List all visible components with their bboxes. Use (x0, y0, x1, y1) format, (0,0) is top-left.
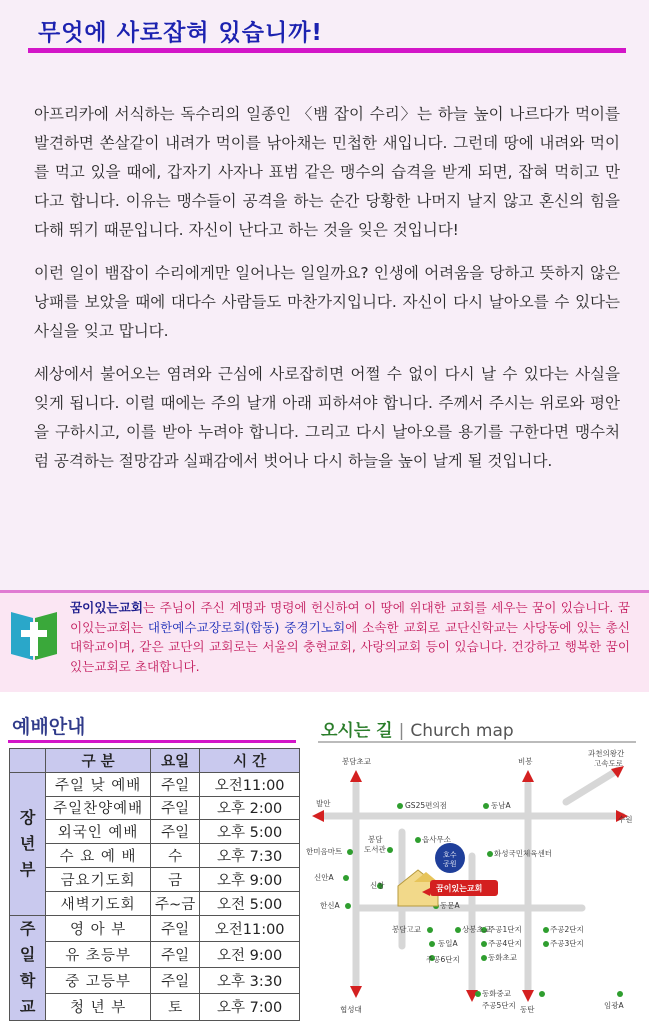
service-day: 금 (150, 867, 199, 891)
map-label: 협성대 (340, 1005, 362, 1014)
table-row (10, 844, 300, 868)
table-row (10, 772, 300, 796)
map-label: 주공4단지 (488, 939, 522, 948)
map-label: 동화중교 (482, 989, 511, 998)
map-label: 한신A (320, 901, 340, 910)
map-label: 화성국민체육센터 (494, 849, 552, 858)
table-row (10, 820, 300, 844)
service-time: 오전11:00 (200, 915, 300, 941)
map-label: 봉담초교 (342, 757, 371, 766)
service-time: 오전11:00 (200, 772, 300, 796)
service-name: 금요기도회 (46, 867, 151, 891)
map-label: 호수 (443, 851, 457, 859)
map-label: 동남A (491, 801, 511, 810)
service-time: 오후 9:00 (200, 867, 300, 891)
map-label: 봉담 (368, 835, 383, 844)
service-name: 수 요 예 배 (46, 844, 151, 868)
map-title-english: Church map (410, 721, 514, 741)
arrow-down-hyeopseongdae (350, 986, 362, 998)
service-time: 오후 2:00 (200, 796, 300, 820)
service-day: 수 (150, 844, 199, 868)
column-header: 시 간 (200, 749, 300, 773)
cross-book-icon (9, 606, 59, 662)
map-label: 읍사무소 (422, 835, 451, 844)
map-label: 도서관 (364, 845, 386, 854)
map-label: 주공2단지 (550, 925, 584, 934)
service-day: 주일 (150, 820, 199, 844)
service-day: 주일 (150, 941, 199, 967)
map-label: 발안 (316, 799, 331, 808)
table-row (10, 994, 300, 1020)
church-intro-text (70, 598, 630, 676)
article-paragraph: 이런 일이 뱀잡이 수리에게만 일어나는 일일까요? 인생에 어려움을 당하고 뜻하지 않은 낭패를 보았을 때에 대다수 사람들도 마찬가지입니다. 자신이 다시 날아오를 수 있다는 사실을 잊고 맙니다. (34, 264, 620, 340)
service-name: 주일 낮 예배 (46, 772, 151, 796)
map-label: 동화초교 (488, 953, 517, 962)
map-title (321, 716, 514, 741)
article-title: 무엇에 사로잡혀 있습니까! (38, 20, 323, 46)
table-row (10, 867, 300, 891)
group-label-adult: 장 년 부 (10, 772, 46, 915)
map-label: 신안A (314, 873, 334, 882)
map-label: 상봉초교 (462, 925, 491, 934)
church-location-map (302, 746, 646, 1018)
service-time: 오후 7:30 (200, 844, 300, 868)
article-paragraph: 아프리카에 서식하는 독수리의 일종인 〈뱀 잡이 수리〉는 하늘 높이 나르다가 먹이를 발견하면 쏜살같이 내려가 먹이를 낚아채는 민첩한 새입니다. 그런데 땅에 내려와 먹이를 먹고 있을 때에, 갑자기 사자나 표범 같은 맹수의 습격을 받게 되면, 잡혀 먹히고 만다고 합니다. 이유는 맹수들이 공격을 하는 순간 당황한 나머지 날지 않고 혼신의 힘을 다해 뛰기 때문입니다. 자신이 난다고 하는 것을 잊은 것입니다! (34, 105, 620, 239)
map-label: 주공5단지 (482, 1001, 516, 1010)
arrow-up-bongdam (350, 770, 362, 782)
map-label: 공원 (443, 860, 457, 868)
service-name: 중 고등부 (46, 968, 151, 994)
service-name: 영 아 부 (46, 915, 151, 941)
service-time: 오후 3:30 (200, 968, 300, 994)
service-time: 오후 5:00 (200, 820, 300, 844)
church-map-label: 꿈이있는교회 (436, 884, 483, 893)
service-time: 오전 5:00 (200, 891, 300, 915)
table-row (10, 968, 300, 994)
intro-text-part: 는 주님이 주신 계명과 명령에 헌신하여 이 땅에 위대한 교회를 세우는 꿈이 있습니다. 꿈이있는교회는 (70, 600, 630, 635)
map-title-underline (318, 741, 636, 743)
table-row (10, 796, 300, 820)
map-label: 고속도로 (594, 759, 623, 768)
map-label: 과천의왕간 (588, 749, 625, 758)
map-label: 주공6단지 (426, 955, 460, 964)
table-header-row (10, 749, 300, 773)
article-paragraph: 세상에서 불어오는 염려와 근심에 사로잡히면 어쩔 수 없이 다시 날 수 있다는 사실을 잊게 됩니다. 이럴 때에는 주의 날개 아래 피하셔야 합니다. 주께서 주시는 위로와 평안을 구하시고, 이를 받아 누려야 합니다. 그리고 다시 날아오를 용기를 구한다면 맹수처럼 공격하는 절망감과 실패감에서 벗어나 다시 하늘을 높이 날게 될 것입니다. (34, 365, 620, 470)
map-label: 한미음마트 (306, 847, 343, 856)
intro-top-rule (0, 590, 649, 593)
map-label: 임광A (604, 1001, 624, 1010)
article-body (34, 100, 620, 490)
service-time: 오전 9:00 (200, 941, 300, 967)
service-name: 유 초등부 (46, 941, 151, 967)
service-time: 오후 7:00 (200, 994, 300, 1020)
map-label: 봉담고교 (392, 925, 421, 934)
service-day: 주일 (150, 796, 199, 820)
arrow-up-bibong (522, 770, 534, 782)
service-day: 주일 (150, 915, 199, 941)
service-day: 토 (150, 994, 199, 1020)
schedule-underline (8, 740, 296, 743)
map-title-korean: 오시는 길 (321, 721, 393, 741)
service-day: 주~금 (150, 891, 199, 915)
schedule-title: 예배안내 (12, 716, 86, 738)
map-label: 동일A (438, 939, 458, 948)
church-name: 꿈이있는교회 (70, 600, 143, 615)
table-row (10, 941, 300, 967)
map-label: 주공1단지 (488, 925, 522, 934)
map-label: GS25편의점 (405, 801, 447, 810)
denomination-name: 대한예수교장로회(합동) 중경기노회 (147, 619, 346, 635)
table-header-corner (10, 749, 46, 773)
arrow-left-balan (312, 810, 324, 822)
service-name: 주일찬양예배 (46, 796, 151, 820)
service-name: 외국인 예배 (46, 820, 151, 844)
service-name: 청 년 부 (46, 994, 151, 1020)
table-row (10, 915, 300, 941)
service-day: 주일 (150, 968, 199, 994)
column-header: 구 분 (46, 749, 151, 773)
map-label: 동탄 (520, 1005, 535, 1014)
service-day: 주일 (150, 772, 199, 796)
title-underline (28, 48, 626, 53)
service-name: 새벽기도회 (46, 891, 151, 915)
map-landmarks (343, 803, 623, 997)
map-label: 신창 (370, 881, 385, 890)
table-row (10, 891, 300, 915)
map-title-separator: | (398, 721, 405, 741)
map-label: 비봉 (518, 757, 533, 766)
group-label-sunday-school: 주 일 학 교 (10, 915, 46, 1020)
church-intro-band (0, 590, 649, 692)
map-label: 동문A (440, 901, 460, 910)
column-header: 요일 (150, 749, 199, 773)
map-label: 수원 (618, 815, 633, 824)
worship-schedule-table (9, 748, 300, 1021)
map-label: 주공3단지 (550, 939, 584, 948)
arrow-down-dongtan (522, 990, 534, 1002)
intro-text-part: 에 소속한 교회로 교단신학교는 사당동에 있는 총신대학교이며, 같은 교단의 교회로는 서울의 충현교회, 사랑의교회 등이 있습니다. 건강하고 행복한 꿈이있는교회로 초대합니다. (70, 619, 630, 674)
